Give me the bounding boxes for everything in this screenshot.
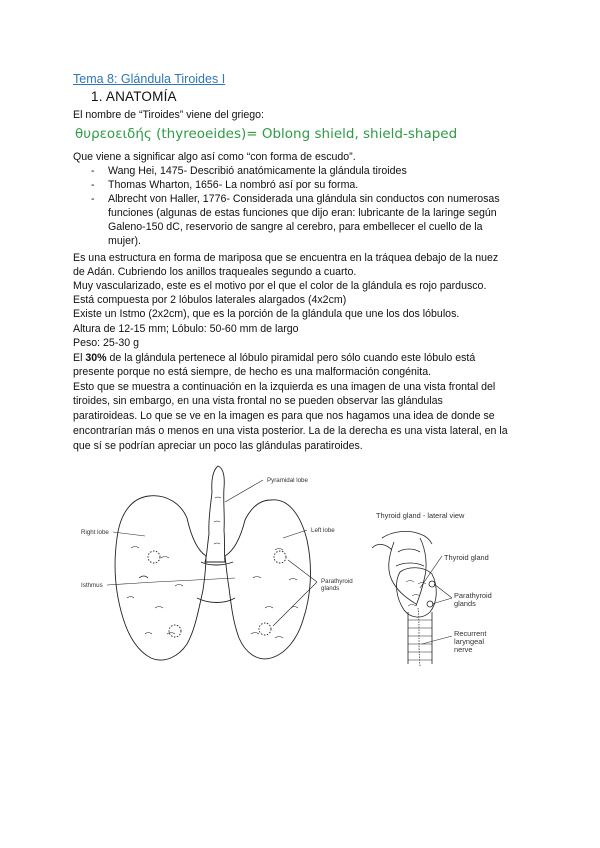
list-item-text: Albrecht von Haller, 1776- Considerada una glándula sin conductos con numerosas [108,193,500,205]
body-line: Esto que se muestra a continuación en la izquierda es una imagen de una vista frontal del [73,381,496,393]
label-parathyroid-glands: glands [321,585,340,592]
section-heading: 1. ANATOMÍA [91,89,177,104]
label-parathyroid-glands: glands [454,599,476,608]
list-item-text: funciones (algunas de estas funciones que dijo eran: lubricante de la laringe según [108,207,497,219]
label-parathyroid: Parathyroid [454,591,492,600]
body-line: paratiroideas. Lo que se ve en la imagen es para que nos hagamos una idea de donde se [73,410,495,422]
body-line: Muy vascularizado, este es el motivo por el que el color de la glándula es rojo pardusco. [73,280,487,292]
body-line: Altura de 12-15 mm; Lóbulo: 50-60 mm de largo [73,323,299,335]
label-thyroid-gland: Thyroid gland [444,553,489,562]
body-line: que sí se podrían apreciar un poco las glándulas paratiroides. [73,440,363,452]
label-left-lobe: Left lobe [311,527,335,534]
label-laryngeal: laryngeal [454,637,484,646]
body-line: Existe un Istmo (2x2cm), que es la porción de la glándula que une los dos lóbulos. [73,308,460,320]
thyroid-front-view-figure [75,458,365,673]
list-item-text: mujer). [108,235,141,247]
greek-etymology: θυρεοειδής (thyreoeides)= Oblong shield, shield-shaped [75,126,458,142]
label-pyramidal-lobe: Pyramidal lobe [267,477,308,484]
list-bullet: - [91,179,95,191]
text-run: de la glándula pertenece al lóbulo piramidal pero sólo cuando este lóbulo está [106,352,476,364]
list-item-text: Galeno-150 dC, reservorio de sangre al cerebro, para embellecer el cuello de la [108,221,483,233]
document-title: Tema 8: Glándula Tiroides I [73,72,226,86]
body-line: de Adán. Cubriendo los anillos traqueales segundo a cuarto. [73,266,357,278]
text-run: El [73,352,86,364]
thyroid-lateral-view-figure [360,508,520,668]
list-item-text: Thomas Wharton, 1656- La nombró así por su forma. [108,179,359,191]
body-line: tiroides, sin embargo, en una vista frontal no se pueden observar las glándulas [73,395,443,407]
meaning-text: Que viene a significar algo así como “con forma de escudo”. [73,151,356,163]
body-line: encontrarían más o menos en una vista posterior. La de la derecha es una vista lateral, en la [73,425,508,437]
list-item-text: Wang Hei, 1475- Describió anatómicamente la glándula tiroides [108,165,407,177]
list-bullet: - [91,165,95,177]
label-recurrent: Recurrent [454,629,487,638]
label-parathyroid: Parathyroid [321,578,353,585]
lateral-view-title: Thyroid gland - lateral view [376,511,465,520]
body-line: Peso: 25-30 g [73,337,139,349]
label-right-lobe: Right lobe [81,529,109,536]
pyramidal-paragraph [73,351,475,365]
bold-percentage: 30% [85,352,107,364]
body-line: presente porque no está siempre, de hecho es una malformación congénita. [73,366,432,378]
intro-text: El nombre de “Tiroides” viene del griego: [73,109,264,121]
list-bullet: - [91,193,95,205]
label-nerve: nerve [454,645,473,654]
body-line: Está compuesta por 2 lóbulos laterales alargados (4x2cm) [73,294,347,306]
body-line: Es una estructura en forma de mariposa que se encuentra en la tráquea debajo de la nuez [73,252,499,264]
label-isthmus: Isthmus [81,582,103,589]
